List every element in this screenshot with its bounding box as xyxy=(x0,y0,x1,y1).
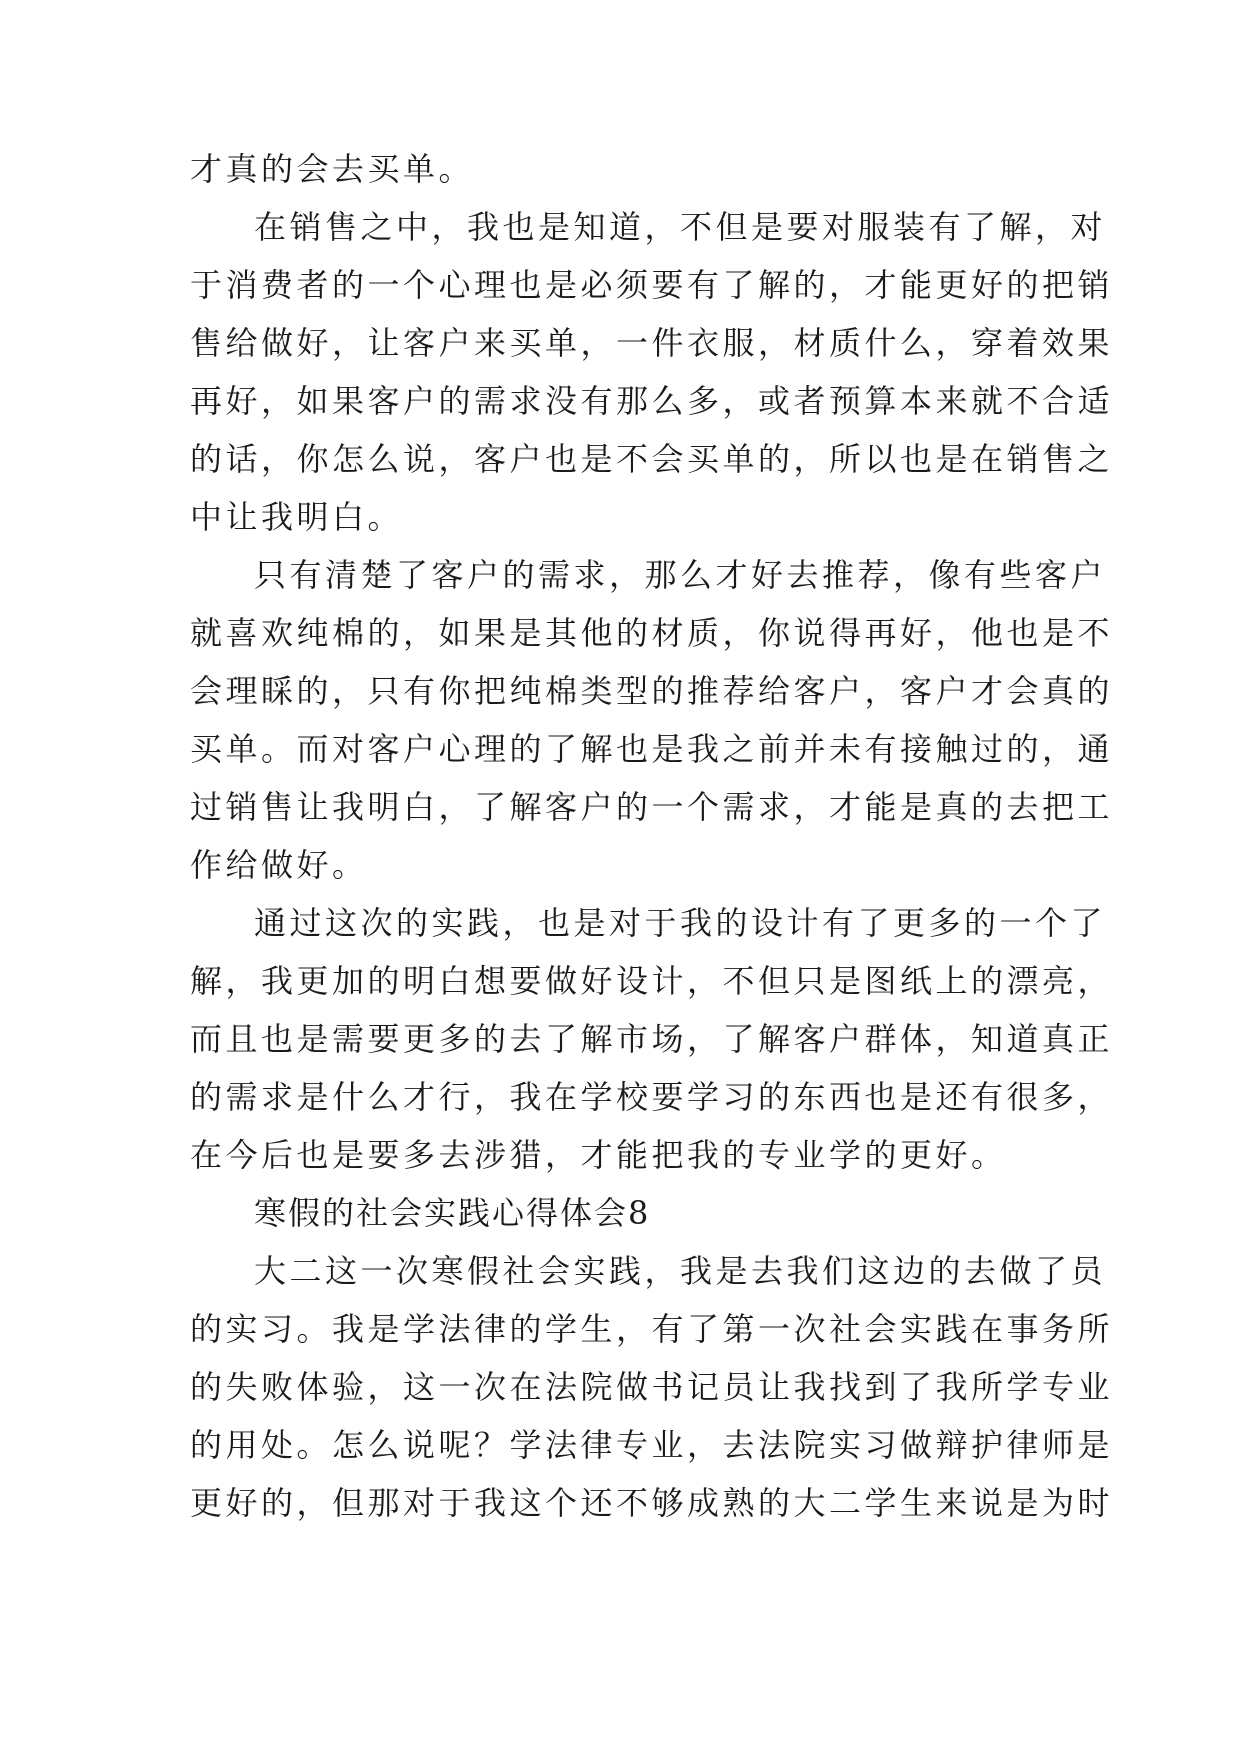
text-line: 在今后也是要多去涉猎，才能把我的专业学的更好。 xyxy=(190,1136,1007,1174)
paragraph-start-line: 通过这次的实践，也是对于我的设计有了更多的一个了 xyxy=(254,904,1107,942)
text-line: 更好的，但那对于我这个还不够成熟的大二学生来说是为时 xyxy=(190,1484,1114,1522)
paragraph-start-line: 在销售之中，我也是知道，不但是要对服装有了解，对 xyxy=(254,208,1107,246)
text-line: 于消费者的一个心理也是必须要有了解的，才能更好的把销 xyxy=(190,266,1114,304)
text-line: 的需求是什么才行，我在学校要学习的东西也是还有很多， xyxy=(190,1078,1114,1116)
text-line: 而且也是需要更多的去了解市场，了解客户群体，知道真正 xyxy=(190,1020,1114,1058)
text-line: 售给做好，让客户来买单，一件衣服，材质什么，穿着效果 xyxy=(190,324,1114,362)
text-line: 的失败体验，这一次在法院做书记员让我找到了我所学专业 xyxy=(190,1368,1114,1406)
text-line: 的用处。怎么说呢？学法律专业，去法院实习做辩护律师是 xyxy=(190,1426,1114,1464)
text-line: 会理睬的，只有你把纯棉类型的推荐给客户，客户才会真的 xyxy=(190,672,1114,710)
text-line: 再好，如果客户的需求没有那么多，或者预算本来就不合适 xyxy=(190,382,1114,420)
text-line: 的实习。我是学法律的学生，有了第一次社会实践在事务所 xyxy=(190,1310,1114,1348)
section-heading: 寒假的社会实践心得体会8 xyxy=(254,1194,651,1232)
paragraph-start-line: 大二这一次寒假社会实践，我是去我们这边的去做了员 xyxy=(254,1252,1107,1290)
text-line: 买单。而对客户心理的了解也是我之前并未有接触过的，通 xyxy=(190,730,1114,768)
text-line: 才真的会去买单。 xyxy=(190,150,475,188)
text-line: 就喜欢纯棉的，如果是其他的材质，你说得再好，他也是不 xyxy=(190,614,1114,652)
text-line: 中让我明白。 xyxy=(190,498,404,536)
text-line: 解，我更加的明白想要做好设计，不但只是图纸上的漂亮， xyxy=(190,962,1114,1000)
text-line: 过销售让我明白，了解客户的一个需求，才能是真的去把工 xyxy=(190,788,1114,826)
text-line: 的话，你怎么说，客户也是不会买单的，所以也是在销售之 xyxy=(190,440,1114,478)
text-line: 作给做好。 xyxy=(190,846,368,884)
paragraph-start-line: 只有清楚了客户的需求，那么才好去推荐，像有些客户 xyxy=(254,556,1107,594)
document-body xyxy=(190,140,1114,1532)
